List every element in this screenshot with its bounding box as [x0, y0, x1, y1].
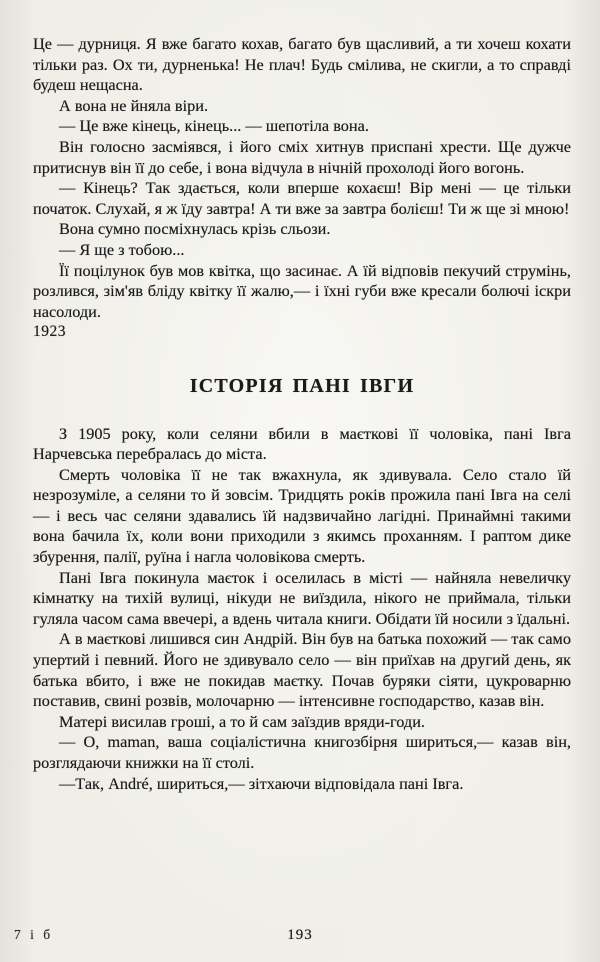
page-number: 193 [287, 927, 313, 944]
page-footer [0, 926, 600, 946]
paragraph: Це — дурниця. Я вже багато кохав, багато був щасливий, а ти хочеш кохати тільки раз. Ох ти, дурненька! Не плач! Будь смілива, не скигли, а то справді будеш нещасна. [33, 34, 571, 95]
story-title: ІСТОРІЯ ПАНІ ІВГИ [189, 374, 415, 397]
paragraph: А вона не йняла віри. [59, 95, 209, 115]
paragraph-dialogue: — Це вже кінець, кінець... — шепотіла вона. [59, 116, 369, 136]
paragraph: Її поцілунок був мов квітка, що засинає. А їй відповів пекучий струмінь, розлився, зім'яв бліду квітку її жалю,— і їхні губи вже кресали болючі іскри насолоди. [33, 260, 571, 321]
paragraph-dialogue: — Кінець? Так здається, коли вперше кохаєш! Вір мені — це тільки початок. Слухай, я ж їду завтра! А ти вже за завтра болієш! Ти ж ще зі мною! [33, 178, 571, 218]
paragraph: Матері висилав гроші, а то й сам заїздив вряди-годи. [59, 711, 426, 731]
printer-signature-mark: 7 і б [14, 927, 54, 943]
paragraph-dialogue: —Так, André, шириться,— зітхаючи відповідала пані Івга. [59, 773, 464, 793]
paragraph-dialogue: — Я ще з тобою... [59, 239, 185, 259]
story-year: 1923 [33, 323, 66, 341]
paragraph: Смерть чоловіка її не так вжахнула, як здивувала. Село стало їй незрозуміле, а селяни то й зовсім. Тридцять років прожила пані Івга на селі — і весь час селяни здавались їй надзвичайно лагідні. Принаймні такими вона бачила їх, коли вони приходили з якимсь проханням. І раптом дике збурення, палії, руїна і нагла чоловікова смерть. [33, 464, 571, 567]
paragraph-dialogue: — О, maman, ваша соціалістична книгозбірня шириться,— казав він, розглядаючи книжки на її столі. [33, 732, 571, 772]
paragraph: А в маєткові лишився син Андрій. Він був на батька похожий — так само упертий і певний. Його не здивувало село — він приїхав на другий день, як батька вбито, і вже не покидав маєтку. Почав буряки сіяти, цукроварню поставив, свині розвів, молочарню — інтенсивне господарство, казав він. [33, 629, 571, 711]
page-text-block [33, 34, 571, 794]
paragraph: Пані Івга покинула маєток і оселилась в місті — найняла невеличку кімнатку на тихій вулиці, нікуди не виїздила, нікого не приймала, тільки гуляла часом сама ввечері, а вдень читала книги. Обідати їй носили з їдальні. [33, 567, 571, 628]
paragraph: Вона сумно посміхнулась крізь сльози. [59, 219, 331, 239]
paragraph: Він голосно засміявся, і його сміх хитнув приспані хрести. Ще дужче притиснув він її до себе, і вона відчула в нічній прохолоді його вогонь. [33, 136, 571, 177]
paragraph: З 1905 року, коли селяни вбили в маєткові її чоловіка, пані Івга Нарчевська перебралась до міста. [33, 423, 571, 464]
